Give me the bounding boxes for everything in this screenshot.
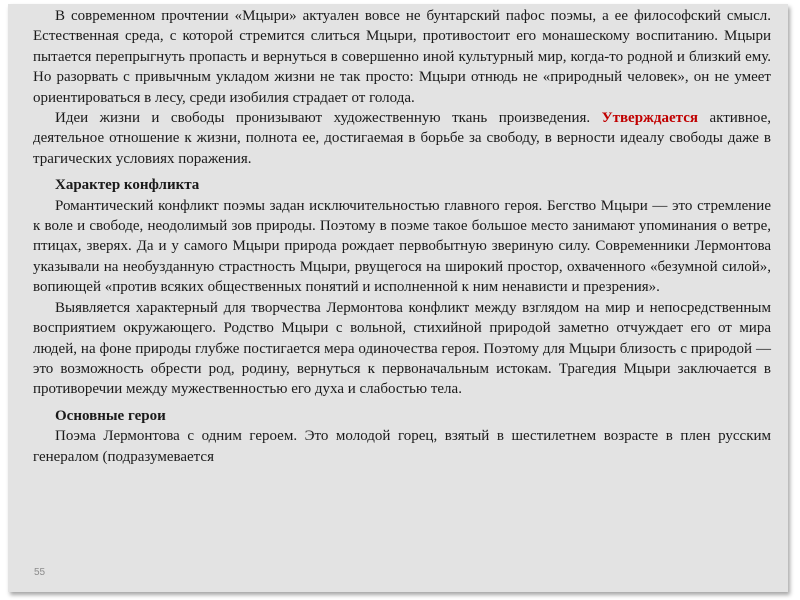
paragraph-2-rest: активное, деятельное отношение к жизни, полнота ее, достигаемая в борьбе за свободу, в верности идеалу свободы даже в трагических условиях поражения. [33,110,772,167]
text-body [33,6,771,467]
slide-number: 55 [34,567,46,578]
highlighted-word: Утверждается [601,110,699,127]
section-heading-heroes: Основные герои [55,407,166,424]
paragraph-2 [33,108,771,169]
paragraph-2-lead: Идеи жизни и свободы пронизывают художественную ткань произведения. [55,110,602,127]
paragraph-4: Выявляется характерный для творчества Лермонтова конфликт между взглядом на мир и непосредственным восприятием окружающего. Родство Мцыри с вольной, стихийной природой заметно отчуждает его от мира людей, на фоне природы глубже постигается мера одиночества героя. Поэтому для Мцыри близость с природой — это возможность обрести род, родину, вернуться к первоначальным истокам. Трагедия Мцыри заключается в противоречии между мужественностью его духа и слабостью тела. [33,299,771,398]
paragraph-5: Поэма Лермонтова с одним героем. Это молодой горец, взятый в шестилетнем возрасте в плен русским генералом (подразумевается [33,428,771,465]
section-heading-conflict: Характер конфликта [55,177,200,194]
paragraph-1: В современном прочтении «Мцыри» актуален вовсе не бунтарский пафос поэмы, а ее философский смысл. Естественная среда, с которой стремится слиться Мцыри, противостоит его монашескому воспитанию. Мцыри пытается перепрыгнуть пропасть и вернуться в совершенно иной культурный мир, когда-то родной и близкий ему. Но разорвать с привычным укладом жизни не так просто: Мцыри отнюдь не «природный человек», он не умеет ориентироваться в лесу, среди изобилия страдает от голода. [33,8,771,106]
paragraph-3: Романтический конфликт поэмы задан исключительностью главного героя. Бегство Мцыри — это стремление к воле и свободе, неодолимый зов природы. Поэтому в поэме такое большое место занимают упоминания о ветре, птицах, зверях. Да и у самого Мцыри природа рождает первобытную звериную силу. Современники Лермонтова указывали на необузданную страстность Мцыри, рвущегося на широкий простор, охваченного «безумной силой», вопиющей «против всяких общественных понятий и исполненной к ним ненависти и презрения». [33,197,771,296]
